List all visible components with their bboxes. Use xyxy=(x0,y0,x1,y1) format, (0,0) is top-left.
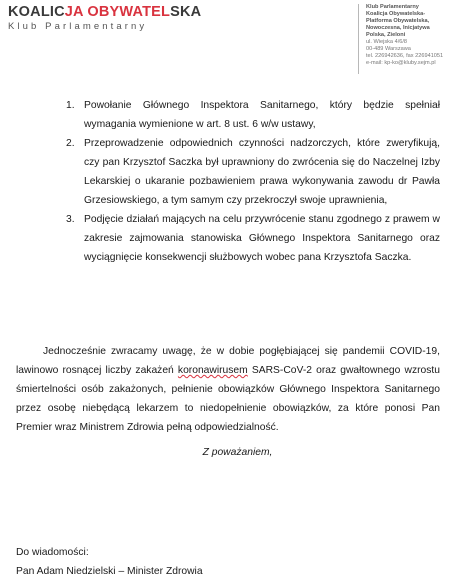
list-item xyxy=(66,134,440,210)
list-item xyxy=(66,210,440,267)
contact-block xyxy=(366,4,474,67)
list-item-text: Podjęcie działań mających na celu przywrócenie stanu zgodnego z prawem w zakresie zajmowania stanowiska Głównego Inspektora Sanitarnego oraz wyciągnięcie konsekwencji służbowych wobec pana Krzysztofa Saczka. xyxy=(84,214,440,263)
logo-title xyxy=(8,4,201,20)
paragraph-text-before: Jednocześnie zwracamy uwagę, że w dobie pogłębiającej się pandemii COVID-19, lawinowo rosnącej liczby zakażeń xyxy=(16,346,440,376)
body-paragraph xyxy=(16,342,440,437)
list-number: 2. xyxy=(66,138,75,149)
demands-list xyxy=(66,96,440,267)
contact-line: 00-489 Warszawa xyxy=(366,46,411,53)
contact-line: ul. Wiejska 4/6/8 xyxy=(366,39,408,46)
list-number: 1. xyxy=(66,100,75,111)
logo-title-part1: KOALIC xyxy=(8,4,65,20)
list-item-text: Przeprowadzenie odpowiednich czynności nadzorczych, które zweryfikują, czy pan Krzysztof Saczka był uprawniony do zwrócenia się do Naczelnej Izby Lekarskiej o ukaranie pozbawieniem prawa wykonywania zawodu dr Pawła Grzesiowskiego, a tym samym czy przekroczył swoje uprawnienia, xyxy=(84,138,440,206)
header-divider xyxy=(358,4,359,74)
closing-salutation: Z poważaniem, xyxy=(202,447,273,458)
list-number: 3. xyxy=(66,214,75,225)
contact-line: Koalicja Obywatelska- xyxy=(366,11,426,18)
cc-block xyxy=(16,543,456,581)
contact-email: e-mail: kp-ko@kluby.sejm.pl xyxy=(366,60,436,67)
list-item-text: Powołanie Głównego Inspektora Sanitarnego, który będzie spełniał wymagania wymienione w art. 8 ust. 6 w/w ustawy, xyxy=(84,100,440,130)
contact-line: Polska, Zieloni xyxy=(366,32,406,39)
contact-line: Klub Parlamentarny xyxy=(366,4,419,10)
contact-line: tel. 226942636, fax 226941051 xyxy=(366,53,444,60)
contact-line: Nowoczesna, Inicjatywa xyxy=(366,25,430,32)
cc-recipient: Pan Adam Niedzielski – Minister Zdrowia xyxy=(16,566,203,577)
paragraph-text-after: SARS-CoV-2 oraz gwałtownego wzrostu śmiertelności osób zakażonych, pełnienie obowiązków Głównego Inspektora Sanitarnego przez osobę niebędącą lekarzem to niedopełnienie obowiązków, za które ponosi Pan Premier wraz Ministrem Zdrowia pełną odpowiedzialność. xyxy=(16,365,440,433)
cc-label: Do wiadomości: xyxy=(16,547,89,558)
party-logo xyxy=(8,4,201,33)
spellcheck-underlined-word: koronawirusem xyxy=(177,365,248,376)
logo-title-part3: SKA xyxy=(170,4,202,20)
list-item xyxy=(66,96,440,134)
logo-subtitle: Klub Parlamentarny xyxy=(8,21,148,32)
contact-line: Platforma Obywatelska, xyxy=(366,18,430,25)
logo-title-part2: JA OBYWATEL xyxy=(64,4,171,20)
